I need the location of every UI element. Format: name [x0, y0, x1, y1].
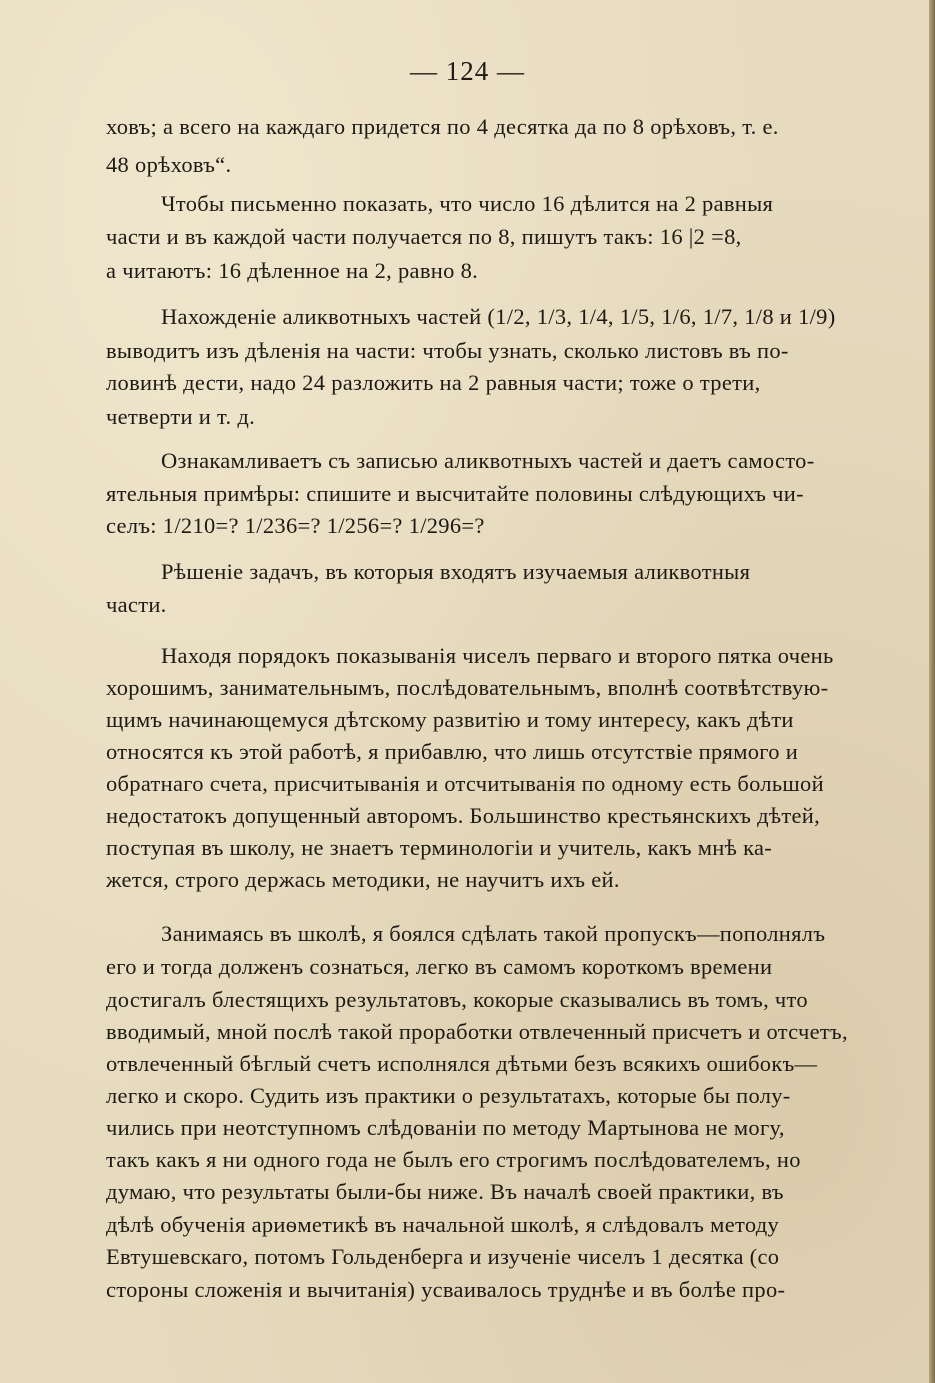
- text-line: выводитъ изъ дѣленія на части: чтобы узнать, сколько листовъ въ по-: [106, 338, 789, 363]
- text-line: Находя порядокъ показыванія чиселъ перваго и второго пятка очень: [161, 643, 834, 668]
- text-line: ловинѣ дести, надо 24 разложить на 2 равныя части; тоже о трети,: [106, 370, 761, 395]
- page-number: — 124 —: [410, 56, 525, 86]
- text-line: жется, строго держась методики, не научитъ ихъ ей.: [106, 867, 620, 892]
- text-line: хорошимъ, занимательнымъ, послѣдовательнымъ, вполнѣ соотвѣтствую-: [106, 675, 829, 700]
- text-line: дѣлѣ обученія ариѳметикѣ въ начальной школѣ, я слѣдовалъ методу: [106, 1212, 780, 1237]
- text-line: Ознакамливаетъ съ записью аликвотныхъ частей и даетъ самосто-: [161, 448, 815, 473]
- text-line: вводимый, мной послѣ такой проработки отвлеченный присчетъ и отсчетъ,: [106, 1019, 848, 1044]
- text-line: Нахожденіе аликвотныхъ частей (1/2, 1/3, 1/4, 1/5, 1/6, 1/7, 1/8 и 1/9): [161, 304, 836, 329]
- page-edge: [929, 0, 935, 1383]
- text-line: селъ: 1/210=? 1/236=? 1/256=? 1/296=?: [106, 513, 485, 538]
- text-line: четверти и т. д.: [106, 404, 255, 429]
- text-line: достигалъ блестящихъ результатовъ, кокорые сказывались въ томъ, что: [106, 987, 808, 1012]
- text-line: недостатокъ допущенный авторомъ. Большинство крестьянскихъ дѣтей,: [106, 803, 821, 828]
- text-line: стороны сложенія и вычитанія) усваивалось труднѣе и въ болѣе про-: [106, 1277, 786, 1302]
- text-line: поступая въ школу, не знаетъ терминологіи и учитель, какъ мнѣ ка-: [106, 835, 773, 860]
- text-line: обратнаго счета, присчитыванія и отсчитыванія по одному есть большой: [106, 771, 824, 796]
- text-line: ховъ; а всего на каждаго придется по 4 десятка да по 8 орѣховъ, т. е.: [106, 114, 779, 139]
- text-line: Чтобы письменно показать, что число 16 дѣлится на 2 равныя: [161, 191, 774, 216]
- text-line: ятельныя примѣры: спишите и высчитайте половины слѣдующихъ чи-: [106, 481, 804, 506]
- text-line: Занимаясь въ школѣ, я боялся сдѣлать такой пропускъ—пополнялъ: [161, 921, 826, 946]
- text-line: его и тогда долженъ сознаться, легко въ самомъ короткомъ времени: [106, 954, 773, 979]
- text-line: части и въ каждой части получается по 8, пишутъ такъ: 16 |2 =8,: [106, 224, 742, 249]
- text-line: отвлеченный бѣглый счетъ исполнялся дѣтьми безъ всякихъ ошибокъ—: [106, 1051, 818, 1076]
- text-line: а читаютъ: 16 дѣленное на 2, равно 8.: [106, 258, 479, 283]
- text-line: легко и скоро. Судить изъ практики о результатахъ, которые бы полу-: [106, 1083, 791, 1108]
- text-line: Евтушевскаго, потомъ Гольденберга и изученіе чиселъ 1 десятка (со: [106, 1244, 780, 1269]
- text-line: щимъ начинающемуся дѣтскому развитію и тому интересу, какъ дѣти: [106, 707, 794, 732]
- text-line: 48 орѣховъ“.: [106, 152, 232, 177]
- text-line: относятся къ этой работѣ, я прибавлю, что лишь отсутствіе прямого и: [106, 739, 799, 764]
- text-line: чились при неотступномъ слѣдованіи по методу Мартынова не могу,: [106, 1115, 785, 1140]
- text-line: думаю, что результаты были-бы ниже. Въ началѣ своей практики, въ: [106, 1179, 784, 1204]
- text-line: части.: [106, 592, 167, 617]
- text-line: Рѣшеніе задачъ, въ которыя входятъ изучаемыя аликвотныя: [161, 559, 751, 584]
- text-line: такъ какъ я ни одного года не былъ его строгимъ послѣдователемъ, но: [106, 1147, 801, 1172]
